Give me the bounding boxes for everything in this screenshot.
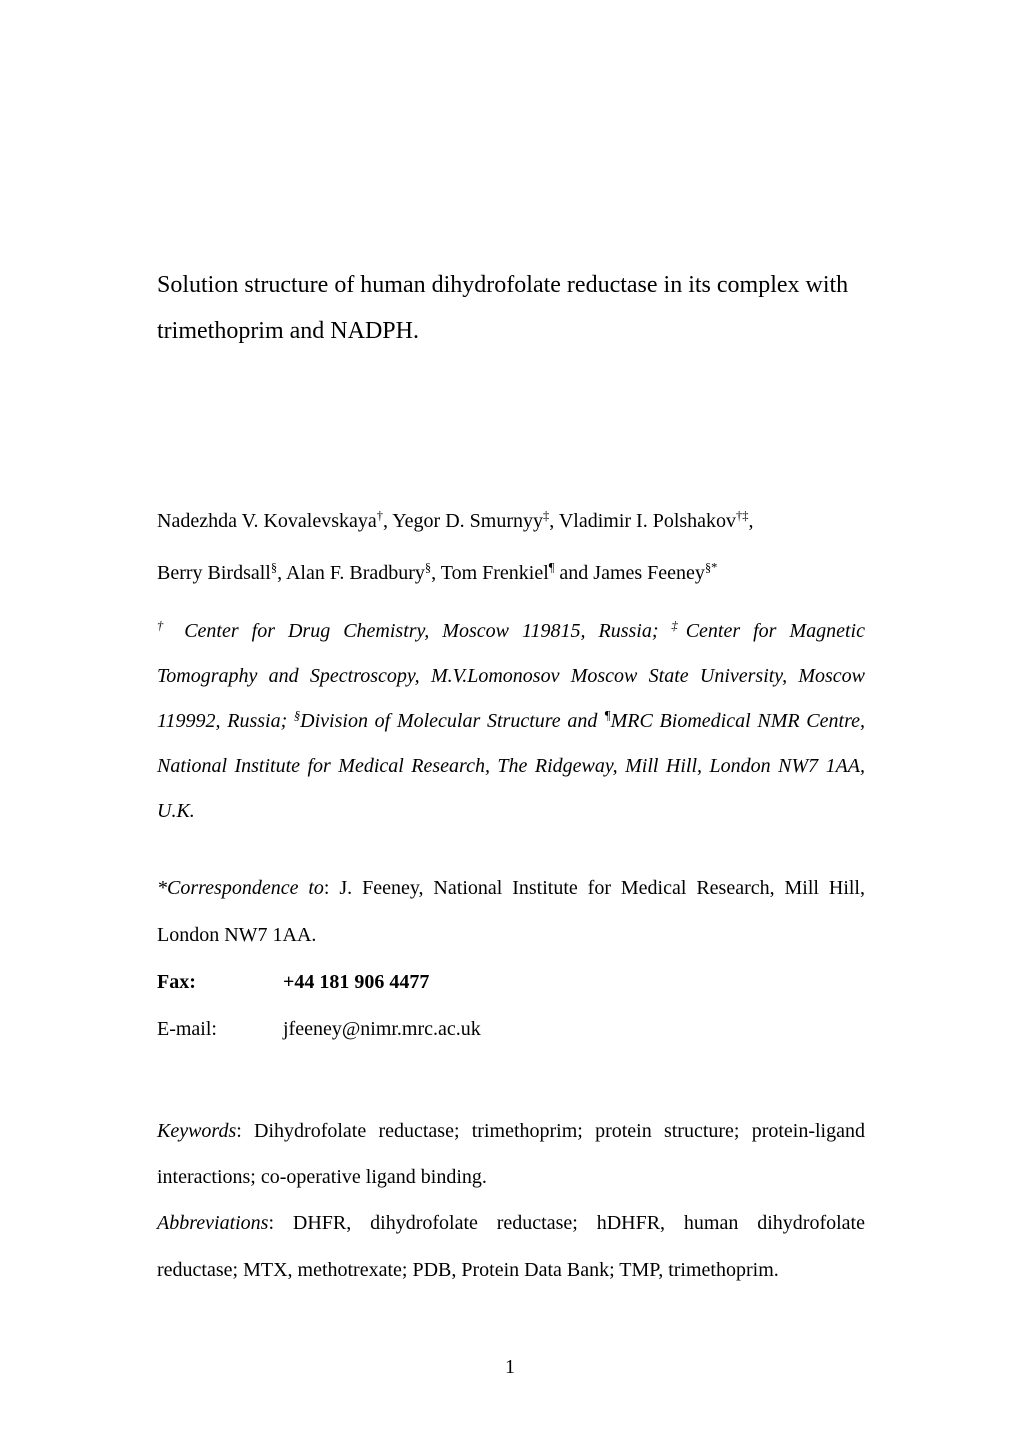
page-content [157,0,865,1293]
abbreviations: Abbreviations: DHFR, dihydrofolate reductase; hDHFR, human dihydrofolate reductase; MTX, methotrexate; PDB, Protein Data Bank; TMP, trimethoprim. [157,1212,865,1281]
authors-line-1: Nadezhda V. Kovalevskaya†, Yegor D. Smurnyy‡, Vladimir I. Polshakov†‡, [157,508,754,532]
authors-line-2: Berry Birdsall§, Alan F. Bradbury§, Tom Frenkiel¶ and James Feeney§* [157,560,718,584]
email-label: E-mail: [157,1018,217,1040]
fax-label: Fax: [157,971,196,993]
email-value: jfeeney@nimr.mrc.ac.uk [283,1018,481,1040]
paper-title: Solution structure of human dihydrofolate reductase in its complex with trimethoprim and NADPH. [157,272,849,344]
page-number: 1 [505,1356,515,1378]
author-list [157,495,865,599]
affiliations: † Center for Drug Chemistry, Moscow 119815, Russia; ‡Center for Magnetic Tomography and Spectroscopy, M.V.Lomonosov Moscow State University, Moscow 119992, Russia; §Division of Molecular Structure and ¶MRC Biomedical NMR Centre, National Institute for Medical Research, The Ridgeway, Mill Hill, London NW7 1AA, U.K. [157,618,865,822]
fax-line [157,959,865,1006]
email-line [157,1006,865,1053]
keywords: Keywords: Dihydrofolate reductase; trimethoprim; protein structure; protein-ligand interactions; co-operative ligand binding. [157,1120,865,1188]
correspondence: *Correspondence to: J. Feeney, National Institute for Medical Research, Mill Hill, London NW7 1AA. [157,877,865,946]
fax-value: +44 181 906 4477 [283,971,430,993]
